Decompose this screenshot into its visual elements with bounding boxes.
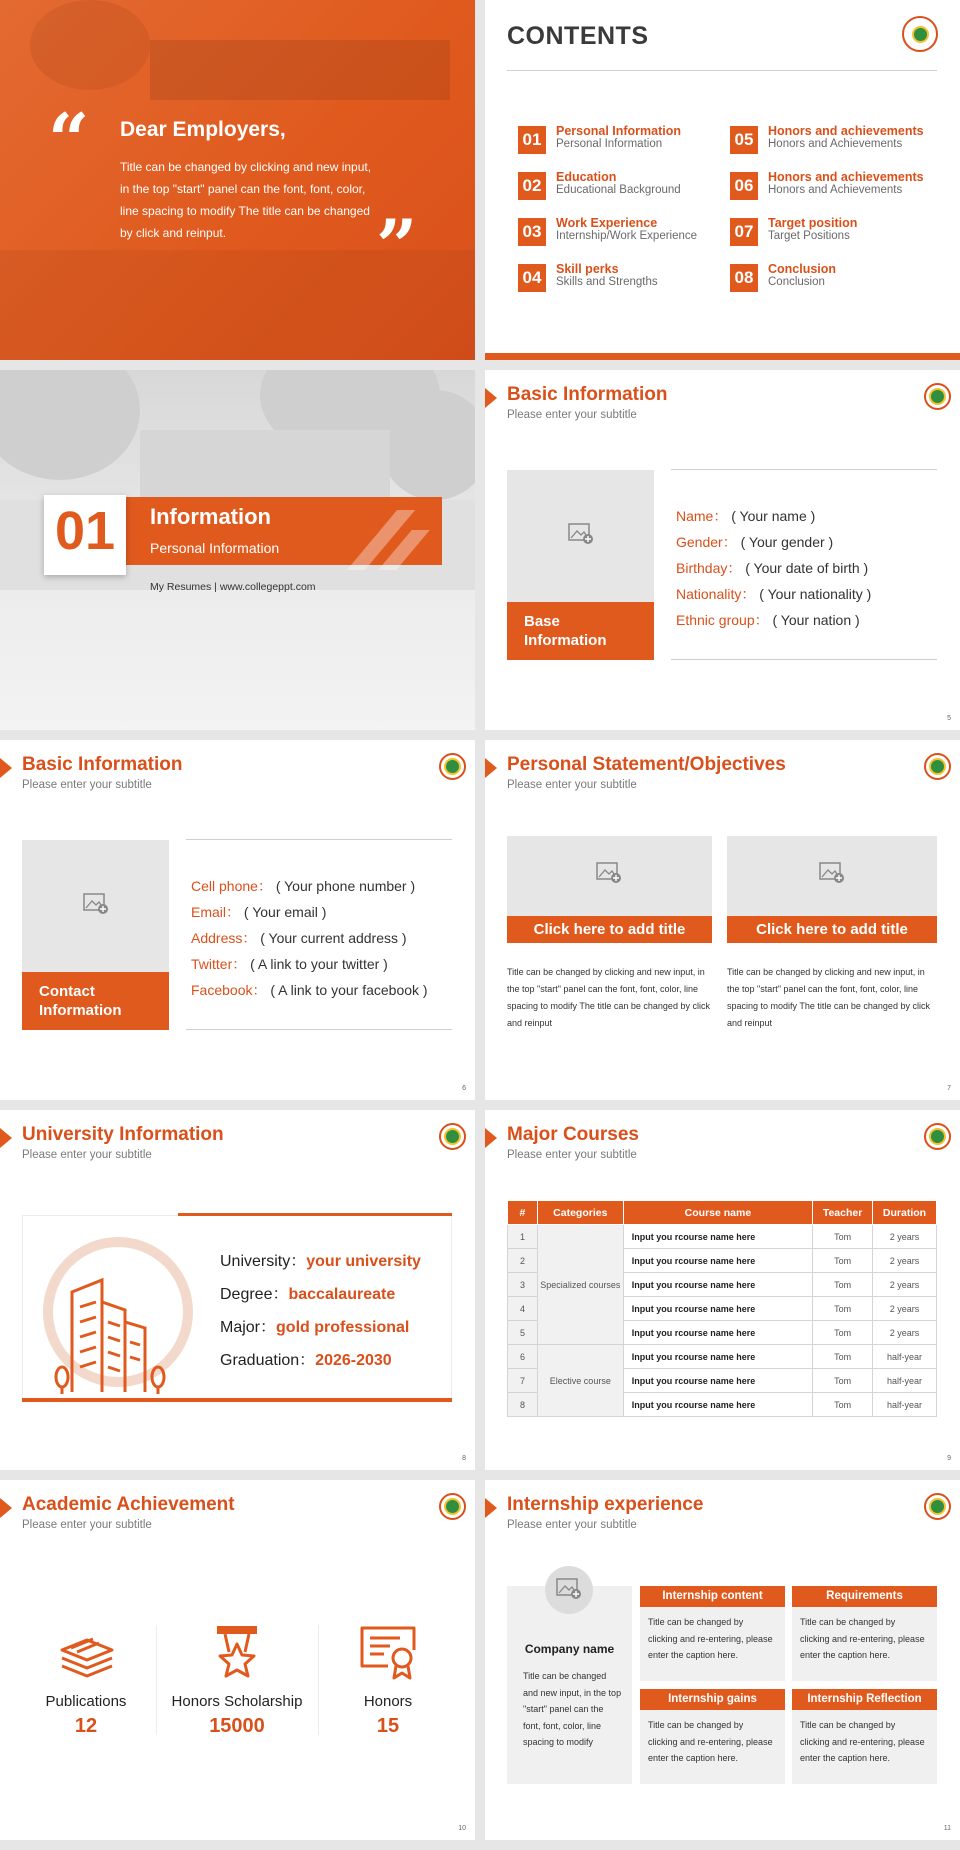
slide-personal-statement[interactable]: [485, 740, 960, 1100]
slide-internship-experience[interactable]: [485, 1480, 960, 1840]
toc-subtitle: Skills and Strengths: [556, 276, 658, 288]
page-number: 11: [943, 1825, 951, 1832]
column-header: Course name: [623, 1201, 812, 1225]
toc-number: 08: [730, 264, 758, 292]
title-marker-icon: [485, 1128, 497, 1148]
table-row: 3 Input you rcourse name here Tom 2 years: [508, 1273, 937, 1297]
uni-row-degree: Degree：baccalaureate: [220, 1286, 396, 1303]
column-header: Teacher: [813, 1201, 873, 1225]
toc-title: Work Experience: [556, 216, 658, 230]
achievement-label: Honors Scholarship: [171, 1693, 303, 1710]
section-number: 01: [54, 501, 116, 561]
table-row: 4 Input you rcourse name here Tom 2 years: [508, 1297, 937, 1321]
image-placeholder-icon: [596, 862, 622, 884]
card-text: Title can be changed by clicking and new input, in the top "start" panel can the font, font, color, line spacing to modify The title can be changed by click and reinput: [727, 967, 930, 1028]
toc-item[interactable]: [518, 214, 728, 250]
toc-title: Personal Information: [556, 124, 682, 138]
bottom-accent-bar: [485, 353, 960, 360]
university-logo-icon: [439, 753, 466, 780]
info-row-facebook: Facebook： ( A link to your facebook ): [191, 982, 428, 998]
slide-title: University Information: [22, 1124, 224, 1145]
section-title: Information: [150, 504, 271, 529]
image-placeholder-icon: [556, 1578, 582, 1600]
title-marker-icon: [0, 1128, 12, 1148]
title-marker-icon: [485, 1498, 497, 1518]
column-header: Categories: [537, 1201, 623, 1225]
toc-subtitle: Honors and Achievements: [768, 184, 903, 196]
toc-title: Conclusion: [768, 262, 837, 276]
university-logo-icon: [439, 1493, 466, 1520]
box-text: Title can be changed by clicking and re-entering, please enter the caption here.: [800, 1617, 925, 1660]
achievement-label: Honors: [363, 1693, 413, 1710]
title-marker-icon: [0, 1498, 12, 1518]
slide-body-text: Title can be changed by clicking and new input, in the top "start" panel can the font, font, color, line spacing to modify The title can be changed by click and reinput.: [120, 160, 372, 240]
toc-subtitle: Conclusion: [768, 276, 825, 288]
photo-label: Base Information: [507, 602, 654, 660]
box-title[interactable]: Internship gains: [640, 1689, 785, 1710]
toc-number: 07: [730, 218, 758, 246]
company-name: Company name: [524, 1642, 615, 1656]
toc-title: Skill perks: [556, 262, 619, 276]
slide-dear-employers[interactable]: [0, 0, 475, 360]
achievement-value: 15: [376, 1715, 400, 1737]
box-text: Title can be changed by clicking and re-entering, please enter the caption here.: [648, 1617, 773, 1660]
toc-item[interactable]: [730, 168, 940, 204]
open-quote-icon: “: [48, 97, 90, 182]
contents-title: CONTENTS: [507, 22, 649, 50]
achievement-value: 15000: [209, 1715, 265, 1737]
university-logo-icon: [439, 1123, 466, 1150]
page-number: 8: [462, 1455, 466, 1462]
university-logo-icon: [924, 753, 951, 780]
toc-number: 03: [518, 218, 546, 246]
slide-subtitle: Please enter your subtitle: [22, 1519, 152, 1531]
info-row-ethnic-group: Ethnic group： ( Your nation ): [676, 612, 860, 628]
table-row: 7 Input you rcourse name here Tom half-year: [508, 1369, 937, 1393]
courses-table: [507, 1200, 937, 1417]
info-row-gender: Gender： ( Your gender ): [676, 534, 834, 550]
toc-item[interactable]: [730, 214, 940, 250]
card-text: Title can be changed by clicking and new input, in the top "start" panel can the font, font, color, line spacing to modify The title can be changed by click and reinput: [507, 967, 710, 1028]
slide-title: Personal Statement/Objectives: [507, 754, 786, 775]
page-number: 6: [462, 1085, 466, 1092]
box-title[interactable]: Internship content: [640, 1586, 785, 1607]
box-text: Title can be changed by clicking and re-entering, please enter the caption here.: [800, 1720, 925, 1763]
slide-title: Academic Achievement: [22, 1494, 235, 1515]
accent-line: [22, 1398, 452, 1402]
slide-subtitle: Please enter your subtitle: [22, 1149, 152, 1161]
slide-contents[interactable]: [485, 0, 960, 360]
toc-number: 06: [730, 172, 758, 200]
slide-title: Basic Information: [507, 384, 668, 405]
toc-item[interactable]: [730, 260, 940, 296]
slide-title: Major Courses: [507, 1124, 639, 1145]
toc-item[interactable]: [518, 168, 728, 204]
image-placeholder-icon: [568, 523, 594, 545]
divider: [671, 469, 937, 470]
medal-icon: [207, 1622, 267, 1682]
card-title[interactable]: Click here to add title: [727, 916, 937, 943]
slide-university-information[interactable]: [0, 1110, 475, 1470]
toc-number: 04: [518, 264, 546, 292]
toc-number: 01: [518, 126, 546, 154]
photo-label: Contact Information: [22, 972, 169, 1030]
page-number: 10: [458, 1825, 466, 1832]
column-header: #: [508, 1201, 538, 1225]
page-number: 9: [947, 1455, 951, 1462]
table-row: 8 Input you rcourse name here Tom half-year: [508, 1393, 937, 1417]
company-text: Title can be changed and new input, in the top "start" panel can the font, font, color, line spacing to modify: [523, 1671, 622, 1747]
table-row: 6 Elective course Input you rcourse name here Tom half-year: [508, 1345, 937, 1369]
uni-row-university: University：your university: [220, 1253, 421, 1270]
toc-item[interactable]: [730, 122, 940, 158]
uni-row-major: Major：gold professional: [220, 1319, 410, 1336]
page-number: 5: [947, 715, 951, 722]
slide-title: Internship experience: [507, 1494, 704, 1515]
box-title[interactable]: Internship Reflection: [792, 1689, 937, 1710]
toc-subtitle: Educational Background: [556, 184, 681, 196]
slide-subtitle: Please enter your subtitle: [507, 1519, 637, 1531]
achievement-value: 12: [74, 1715, 98, 1737]
info-row-name: Name： ( Your name ): [676, 508, 816, 524]
toc-item[interactable]: [518, 260, 728, 296]
section-subtitle: Personal Information: [150, 540, 280, 556]
toc-title: Target position: [768, 216, 858, 230]
university-logo-icon: [902, 16, 938, 52]
slide-basic-information[interactable]: [485, 370, 960, 730]
close-quote-icon: ”: [376, 203, 418, 288]
slide-title: Basic Information: [22, 754, 183, 775]
divider: [186, 1029, 452, 1030]
info-row-email: Email： ( Your email ): [191, 904, 327, 920]
info-row-twitter: Twitter： ( A link to your twitter ): [191, 956, 388, 972]
toc-subtitle: Target Positions: [768, 230, 850, 242]
certificate-icon: [358, 1622, 418, 1682]
slide-contact-information[interactable]: [0, 740, 475, 1100]
info-row-nationality: Nationality： ( Your nationality ): [676, 586, 872, 602]
slide-section-information[interactable]: [0, 370, 475, 730]
slide-subtitle: Please enter your subtitle: [507, 409, 637, 421]
uni-row-graduation: Graduation：2026-2030: [220, 1352, 392, 1369]
toc-title: Honors and achievements: [768, 170, 924, 184]
slide-title: Dear Employers,: [120, 118, 286, 141]
info-row-phone: Cell phone： ( Your phone number ): [191, 878, 416, 894]
slide-subtitle: Please enter your subtitle: [507, 779, 637, 791]
box-text: Title can be changed by clicking and re-entering, please enter the caption here.: [648, 1720, 773, 1763]
divider: [186, 839, 452, 840]
category-cell: Elective course: [537, 1345, 623, 1417]
university-logo-icon: [924, 383, 951, 410]
books-icon: [57, 1622, 117, 1682]
divider: [156, 1625, 157, 1735]
info-row-address: Address： ( Your current address ): [191, 930, 407, 946]
card-title[interactable]: Click here to add title: [507, 916, 712, 943]
toc-subtitle: Personal Information: [556, 138, 663, 150]
table-row: 1 Specialized courses Input you rcourse name here Tom 2 years: [508, 1225, 937, 1249]
page-number: 7: [947, 1085, 951, 1092]
toc-subtitle: Honors and Achievements: [768, 138, 903, 150]
title-marker-icon: [0, 758, 12, 778]
university-logo-icon: [924, 1493, 951, 1520]
title-marker-icon: [485, 758, 497, 778]
title-marker-icon: [485, 388, 497, 408]
website-caption: My Resumes | www.collegeppt.com: [150, 581, 316, 593]
table-header-row: [508, 1201, 937, 1225]
slide-subtitle: Please enter your subtitle: [507, 1149, 637, 1161]
toc-title: Education: [556, 170, 617, 184]
toc-item[interactable]: [518, 122, 728, 158]
toc-subtitle: Internship/Work Experience: [556, 230, 698, 242]
table-row: 2 Input you rcourse name here Tom 2 years: [508, 1249, 937, 1273]
building-icon: [30, 1222, 205, 1397]
achievement-label: Publications: [45, 1693, 127, 1710]
slide-academic-achievement[interactable]: [0, 1480, 475, 1840]
divider: [671, 659, 937, 660]
column-header: Duration: [873, 1201, 937, 1225]
divider: [507, 70, 937, 71]
toc-number: 02: [518, 172, 546, 200]
accent-line: [178, 1213, 452, 1216]
toc-title: Honors and achievements: [768, 124, 924, 138]
info-row-birthday: Birthday： ( Your date of birth ): [676, 560, 869, 576]
slide-major-courses[interactable]: [485, 1110, 960, 1470]
category-cell: Specialized courses: [537, 1225, 623, 1345]
table-row: 5 Input you rcourse name here Tom 2 years: [508, 1321, 937, 1345]
image-placeholder-icon: [819, 862, 845, 884]
image-placeholder-icon: [83, 893, 109, 915]
toc-number: 05: [730, 126, 758, 154]
box-title[interactable]: Requirements: [792, 1586, 937, 1607]
university-logo-icon: [924, 1123, 951, 1150]
slide-subtitle: Please enter your subtitle: [22, 779, 152, 791]
